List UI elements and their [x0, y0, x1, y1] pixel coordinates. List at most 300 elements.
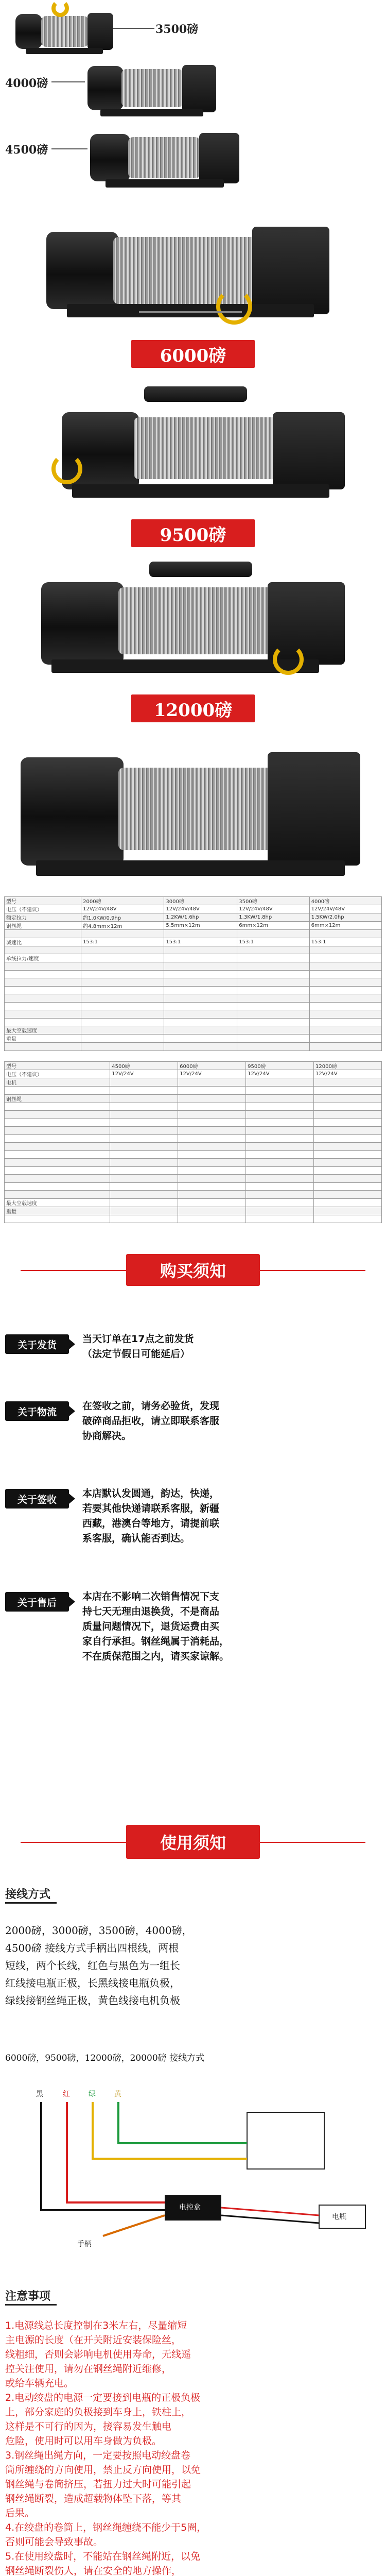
- spec-cell: [309, 946, 381, 954]
- spec-cell: [237, 994, 309, 1003]
- spec-cell: 12V/24V/48V: [309, 905, 381, 913]
- spec-row: [5, 1198, 382, 1207]
- spec-row: [5, 930, 382, 938]
- spec-cell: [178, 1166, 246, 1175]
- spec-cell: 153:1: [81, 938, 164, 946]
- spec-cell: [314, 1207, 382, 1215]
- spec-row: [5, 1078, 382, 1087]
- spec-row: [5, 1062, 382, 1070]
- spec-cell: [314, 1087, 382, 1095]
- spec-cell: [164, 946, 237, 954]
- spec-cell: [178, 1118, 246, 1127]
- spec-row: [5, 1094, 382, 1103]
- spec-cell: [5, 1143, 110, 1151]
- spec-cell: [246, 1094, 314, 1103]
- spec-cell: 12000磅: [314, 1062, 382, 1070]
- spec-cell: [246, 1215, 314, 1223]
- spec-cell: [314, 1150, 382, 1159]
- spec-cell: [314, 1191, 382, 1199]
- spec-cell: [237, 1026, 309, 1035]
- spec-cell: [110, 1207, 178, 1215]
- spec-cell: [246, 1191, 314, 1199]
- large-winch-section: [0, 732, 386, 891]
- spec-cell: [164, 962, 237, 971]
- spec-cell: [314, 1134, 382, 1143]
- spec-row: [5, 978, 382, 987]
- spec-cell: [110, 1087, 178, 1095]
- spec-row: [5, 1070, 382, 1078]
- spec-cell: [110, 1150, 178, 1159]
- winch-large-image: [21, 737, 365, 886]
- spec-row: [5, 1191, 382, 1199]
- spec-cell: [309, 970, 381, 978]
- spec-cell: 钢丝绳: [5, 922, 81, 930]
- wiring-section: [0, 1880, 386, 2097]
- note-line: 线粗细，否则会影响电机使用寿命，无线遥: [5, 2349, 191, 2360]
- spec-cell: [314, 1143, 382, 1151]
- purchase-badge-3: 关于签收: [5, 1489, 69, 1509]
- diagram-label-yellow: 黄: [114, 2090, 121, 2098]
- purchase-section: [0, 1247, 386, 1803]
- spec-cell: [110, 1103, 178, 1111]
- note-line: 5.在使用绞盘时，不能站在钢丝绳附近，以免: [5, 2551, 201, 2562]
- spec-cell: [178, 1143, 246, 1151]
- spec-cell: [81, 1026, 164, 1035]
- spec-cell: [81, 1035, 164, 1043]
- spec-cell: 1.5KW/2.0hp: [309, 913, 381, 922]
- diagram-label-red: 红: [63, 2090, 70, 2098]
- spec-cell: [5, 1166, 110, 1175]
- diagram-label-green: 绿: [89, 2090, 96, 2098]
- spec-cell: [309, 1002, 381, 1010]
- spec-cell: [246, 1078, 314, 1087]
- spec-cell: 单线拉力/速度: [5, 954, 81, 962]
- note-line: 1.电源线总长度控制在3米左右，尽量缩短: [5, 2320, 187, 2331]
- spec-cell: [178, 1127, 246, 1135]
- spec-cell: [5, 1118, 110, 1127]
- winch-6000-section: [0, 196, 386, 376]
- spec-cell: 3000磅: [164, 897, 237, 905]
- spec-cell: [164, 930, 237, 938]
- spec-row: [5, 970, 382, 978]
- diagram-handle-label: 手柄: [77, 2240, 92, 2248]
- spec-cell: [309, 1010, 381, 1019]
- spec-row: [5, 1026, 382, 1035]
- spec-row: [5, 1215, 382, 1223]
- spec-cell: 153:1: [237, 938, 309, 946]
- spec-cell: [5, 1043, 81, 1051]
- spec-cell: [5, 962, 81, 971]
- spec-cell: 额定拉力: [5, 913, 81, 922]
- spec-cell: [164, 1018, 237, 1026]
- note-line: 钢丝绳断裂伤人，请在安全的地方操作，: [5, 2565, 182, 2576]
- spec-cell: 4000磅: [309, 897, 381, 905]
- spec-row: [5, 1207, 382, 1215]
- spec-cell: [246, 1182, 314, 1191]
- note-line: 危险，使用时可以用车身做为负极。: [5, 2435, 162, 2447]
- spec-cell: [5, 994, 81, 1003]
- spec-cell: [246, 1159, 314, 1167]
- spec-cell: [5, 1215, 110, 1223]
- spec-cell: [237, 1018, 309, 1026]
- spec-cell: 6mm×12m: [237, 922, 309, 930]
- winch-12000-section: [0, 556, 386, 726]
- spec-row: [5, 1182, 382, 1191]
- spec-cell: [246, 1111, 314, 1119]
- spec-cell: [81, 986, 164, 994]
- spec-cell: 电压（不建议）: [5, 905, 81, 913]
- spec-cell: 153:1: [164, 938, 237, 946]
- spec-cell: [314, 1175, 382, 1183]
- purchase-badge-4: 关于售后: [5, 1592, 69, 1612]
- spec-cell: [178, 1191, 246, 1199]
- spec-cell: 12V/24V: [314, 1070, 382, 1078]
- spec-row: [5, 1166, 382, 1175]
- usage-title: 使用须知: [126, 1825, 260, 1859]
- note-line: 控关注使用，请勿在钢丝绳附近维修，: [5, 2363, 172, 2375]
- spec-cell: [110, 1215, 178, 1223]
- spec-row: [5, 1087, 382, 1095]
- spec-cell: [314, 1103, 382, 1111]
- diagram-label-black: 黑: [36, 2090, 43, 2098]
- spec-row: [5, 1035, 382, 1043]
- spec-cell: 1.2KW/1.6hp: [164, 913, 237, 922]
- spec-cell: [178, 1094, 246, 1103]
- wiring-description: 2000磅，3000磅，3500磅，4000磅， 4500磅 接线方式手柄出四根线，两根 短线，两个长线，红色与黑色为一组长 红线接电瓶正极，长黑线接电瓶负极， 绿线接钢丝绳正极，黄色线接电机负极: [5, 1924, 192, 2007]
- purchase-title: 购买须知: [126, 1254, 260, 1286]
- spec-cell: [110, 1159, 178, 1167]
- spec-cell: [164, 1035, 237, 1043]
- spec-cell: [314, 1127, 382, 1135]
- spec-cell: [237, 1043, 309, 1051]
- spec-cell: 钢丝绳: [5, 1094, 110, 1103]
- spec-cell: [5, 1182, 110, 1191]
- spec-cell: [5, 978, 81, 987]
- spec-cell: [309, 986, 381, 994]
- spec-cell: [110, 1143, 178, 1151]
- spec-cell: 9500磅: [246, 1062, 314, 1070]
- weight-label-3500: 3500磅: [155, 22, 199, 36]
- spec-cell: 型号: [5, 897, 81, 905]
- weight-label-4500: 4500磅: [5, 143, 48, 157]
- spec-cell: 12V/24V/48V: [164, 905, 237, 913]
- spec-cell: [246, 1166, 314, 1175]
- spec-cell: [237, 1002, 309, 1010]
- spec-cell: [246, 1134, 314, 1143]
- spec-cell: 电压（不建议）: [5, 1070, 110, 1078]
- weight-banner-6000: 6000磅: [131, 340, 255, 368]
- spec-cell: [5, 1150, 110, 1159]
- spec-cell: [309, 962, 381, 971]
- spec-cell: [81, 1002, 164, 1010]
- spec-cell: [309, 978, 381, 987]
- spec-cell: [314, 1118, 382, 1127]
- spec-cell: [81, 954, 164, 962]
- spec-cell: [164, 986, 237, 994]
- spec-cell: [314, 1078, 382, 1087]
- spec-cell: [5, 1134, 110, 1143]
- spec-row: [5, 946, 382, 954]
- spec-cell: [5, 1087, 110, 1095]
- spec-cell: [178, 1111, 246, 1119]
- winch-6000-image: [46, 201, 335, 340]
- spec-cell: [164, 978, 237, 987]
- spec-cell: 1.3KW/1.8hp: [237, 913, 309, 922]
- wiring-diagram: [0, 2081, 386, 2267]
- spec-cell: [110, 1182, 178, 1191]
- spec-cell: [314, 1094, 382, 1103]
- winch-4500-image: [90, 118, 244, 196]
- wiring-caption: 6000磅，9500磅，12000磅，20000磅 接线方式: [5, 2053, 205, 2063]
- spec-cell: [5, 1127, 110, 1135]
- spec-cell: [164, 954, 237, 962]
- spec-cell: [81, 994, 164, 1003]
- spec-cell: [309, 1018, 381, 1026]
- spec-cell: [110, 1198, 178, 1207]
- note-line: 4.在绞盘的卷筒上，钢丝绳缠绕不能少于5圈，: [5, 2522, 207, 2533]
- spec-cell: 12V/24V: [178, 1070, 246, 1078]
- spec-row: [5, 954, 382, 962]
- spec-cell: [164, 1010, 237, 1019]
- spec-cell: [237, 986, 309, 994]
- spec-cell: [178, 1198, 246, 1207]
- spec-row: [5, 962, 382, 971]
- spec-cell: 4500磅: [110, 1062, 178, 1070]
- spec-cell: 约1.0KW/0.9hp: [81, 913, 164, 922]
- spec-table-top: [4, 896, 382, 1051]
- spec-cell: [309, 954, 381, 962]
- spec-cell: 约4.8mm×12m: [81, 922, 164, 930]
- spec-cell: [314, 1166, 382, 1175]
- weight-label-4000: 4000磅: [5, 76, 48, 90]
- spec-cell: [309, 930, 381, 938]
- spec-cell: [178, 1215, 246, 1223]
- diagram-control-label: 电控盒: [179, 2204, 201, 2212]
- notes-section: [0, 2282, 386, 2576]
- spec-cell: [5, 1191, 110, 1199]
- spec-cell: 5.5mm×12m: [164, 922, 237, 930]
- spec-cell: [237, 1010, 309, 1019]
- spec-row: [5, 1043, 382, 1051]
- spec-cell: [110, 1118, 178, 1127]
- spec-cell: [110, 1166, 178, 1175]
- spec-cell: [246, 1207, 314, 1215]
- spec-cell: 型号: [5, 1062, 110, 1070]
- spec-cell: [110, 1191, 178, 1199]
- spec-cell: [81, 1018, 164, 1026]
- spec-cell: [110, 1111, 178, 1119]
- spec-cell: [237, 970, 309, 978]
- spec-row: [5, 1159, 382, 1167]
- spec-row: [5, 1143, 382, 1151]
- spec-cell: [5, 930, 81, 938]
- spec-row: [5, 1002, 382, 1010]
- spec-table-bottom: [4, 1061, 382, 1223]
- spec-cell: [246, 1103, 314, 1111]
- spec-cell: [81, 970, 164, 978]
- spec-row: [5, 897, 382, 905]
- spec-cell: [164, 1043, 237, 1051]
- wiring-diagram-svg: [0, 2081, 386, 2267]
- spec-cell: [110, 1127, 178, 1135]
- spec-cell: [178, 1207, 246, 1215]
- spec-cell: [246, 1175, 314, 1183]
- spec-cell: [5, 1103, 110, 1111]
- spec-cell: [5, 1111, 110, 1119]
- spec-cell: [246, 1087, 314, 1095]
- spec-cell: [237, 1035, 309, 1043]
- diagram-winch: [247, 2112, 324, 2169]
- spec-cell: 6000磅: [178, 1062, 246, 1070]
- note-line: 后果。: [5, 2507, 35, 2519]
- spec-row: [5, 1111, 382, 1119]
- spec-cell: [81, 1010, 164, 1019]
- note-line: 3.钢丝绳出绳方向，一定要按照电动绞盘卷: [5, 2450, 191, 2461]
- notes-list: [5, 2318, 381, 2576]
- weight-banner-12000: 12000磅: [131, 694, 255, 722]
- spec-cell: [178, 1159, 246, 1167]
- spec-cell: [309, 1043, 381, 1051]
- spec-row: [5, 1150, 382, 1159]
- spec-cell: [5, 946, 81, 954]
- spec-cell: 2000磅: [81, 897, 164, 905]
- spec-cell: [5, 1010, 81, 1019]
- winch-12000-image: [31, 562, 350, 690]
- spec-cell: 电机: [5, 1078, 110, 1087]
- purchase-badge-2: 关于物流: [5, 1401, 69, 1421]
- spec-row: [5, 1103, 382, 1111]
- spec-row: [5, 1010, 382, 1019]
- spec-table-section: [0, 896, 386, 1236]
- spec-cell: [178, 1150, 246, 1159]
- spec-cell: 减速比: [5, 938, 81, 946]
- spec-cell: [81, 946, 164, 954]
- spec-row: [5, 1018, 382, 1026]
- spec-cell: [5, 1018, 81, 1026]
- spec-cell: 重量: [5, 1207, 110, 1215]
- note-line: 钢丝绳与卷筒挤压，若扭力过大时可能引起: [5, 2479, 191, 2490]
- spec-cell: [314, 1182, 382, 1191]
- purchase-text-3: 本店默认发圆通，韵达，快递， 若要其他快递请联系客服，新疆 西藏，港澳台等地方，请提前联 系客服，确认能否到达。: [82, 1488, 220, 1544]
- spec-cell: [178, 1078, 246, 1087]
- spec-cell: [309, 1026, 381, 1035]
- spec-cell: [246, 1198, 314, 1207]
- weight-banner-9500: 9500磅: [131, 519, 255, 547]
- spec-cell: 6mm×12m: [309, 922, 381, 930]
- spec-cell: 最大空载速度: [5, 1198, 110, 1207]
- note-line: 主电源的长度（在开关附近安装保险丝，: [5, 2334, 182, 2346]
- purchase-text-2: 在签收之前，请务必验货，发现 破碎商品拒收，请立即联系客服 协商解决。: [82, 1400, 220, 1442]
- spec-cell: [5, 1175, 110, 1183]
- spec-cell: [314, 1215, 382, 1223]
- winch-3500-image: [15, 3, 113, 59]
- spec-cell: [314, 1159, 382, 1167]
- spec-cell: 12V/24V/48V: [237, 905, 309, 913]
- spec-cell: [314, 1111, 382, 1119]
- spec-cell: 12V/24V: [110, 1070, 178, 1078]
- spec-cell: [81, 930, 164, 938]
- note-line: 2.电动绞盘的电源一定要接到电瓶的正极负极: [5, 2392, 201, 2403]
- spec-cell: [178, 1175, 246, 1183]
- spec-cell: [178, 1134, 246, 1143]
- spec-cell: [246, 1143, 314, 1151]
- spec-cell: [164, 1026, 237, 1035]
- spec-cell: [5, 1159, 110, 1167]
- spec-cell: [237, 930, 309, 938]
- spec-row: [5, 1127, 382, 1135]
- purchase-text-4: 本店在不影响二次销售情况下支 持七天无理由退换货，不是商品 质量问题情况下，退货运费由买 家自行承担。钢丝绳属于消耗品， 不在质保范围之内，请买家谅解。: [82, 1591, 230, 1662]
- spec-cell: [164, 1002, 237, 1010]
- spec-cell: 12V/24V/48V: [81, 905, 164, 913]
- spec-cell: [314, 1198, 382, 1207]
- note-line: 或给车辆充电。: [5, 2378, 74, 2389]
- spec-cell: [81, 962, 164, 971]
- spec-cell: [81, 1043, 164, 1051]
- note-line: 钢丝绳断裂，造成超载物体坠下落，等其: [5, 2493, 182, 2504]
- spec-row: [5, 905, 382, 913]
- note-line: 筒所缠绕的方向使用，禁止反方向使用，以免: [5, 2464, 201, 2476]
- spec-cell: [110, 1175, 178, 1183]
- spec-cell: [164, 970, 237, 978]
- spec-cell: [164, 994, 237, 1003]
- spec-row: [5, 922, 382, 930]
- spec-cell: [237, 962, 309, 971]
- spec-cell: [309, 994, 381, 1003]
- spec-cell: 重量: [5, 1035, 81, 1043]
- spec-cell: [178, 1182, 246, 1191]
- spec-cell: 最大空载速度: [5, 1026, 81, 1035]
- spec-row: [5, 1175, 382, 1183]
- spec-cell: [5, 1002, 81, 1010]
- spec-cell: [246, 1118, 314, 1127]
- spec-cell: [237, 978, 309, 987]
- spec-cell: [309, 1035, 381, 1043]
- usage-header-section: [0, 1814, 386, 1875]
- spec-cell: [110, 1094, 178, 1103]
- spec-cell: 153:1: [309, 938, 381, 946]
- winch-9500-section: [0, 381, 386, 551]
- spec-cell: [5, 986, 81, 994]
- notes-title: 注意事项: [5, 2290, 51, 2303]
- spec-cell: [246, 1150, 314, 1159]
- spec-cell: [178, 1103, 246, 1111]
- spec-cell: 12V/24V: [246, 1070, 314, 1078]
- spec-cell: 3500磅: [237, 897, 309, 905]
- spec-row: [5, 986, 382, 994]
- spec-row: [5, 913, 382, 922]
- winch-4000-image: [87, 52, 221, 124]
- spec-cell: [237, 946, 309, 954]
- spec-cell: [5, 970, 81, 978]
- purchase-text-1: 当天订单在17点之前发货 （法定节假日可能延后）: [82, 1333, 194, 1360]
- note-line: 上，部分家庭的负极接到车身上，铁柱上，: [5, 2406, 191, 2418]
- purchase-badge-1: 关于发货: [5, 1334, 69, 1354]
- spec-cell: [246, 1127, 314, 1135]
- spec-cell: [237, 954, 309, 962]
- spec-row: [5, 1134, 382, 1143]
- spec-cell: [110, 1078, 178, 1087]
- spec-cell: [178, 1087, 246, 1095]
- spec-row: [5, 1118, 382, 1127]
- spec-row: [5, 994, 382, 1003]
- wiring-title: 接线方式: [5, 1888, 51, 1901]
- note-line: 否则可能会导致事故。: [5, 2536, 103, 2548]
- spec-row: [5, 938, 382, 946]
- winch-9500-image: [41, 386, 350, 515]
- spec-cell: [110, 1134, 178, 1143]
- spec-cell: [81, 978, 164, 987]
- note-line: 这样是不可行的因为，接容易发生触电: [5, 2421, 172, 2432]
